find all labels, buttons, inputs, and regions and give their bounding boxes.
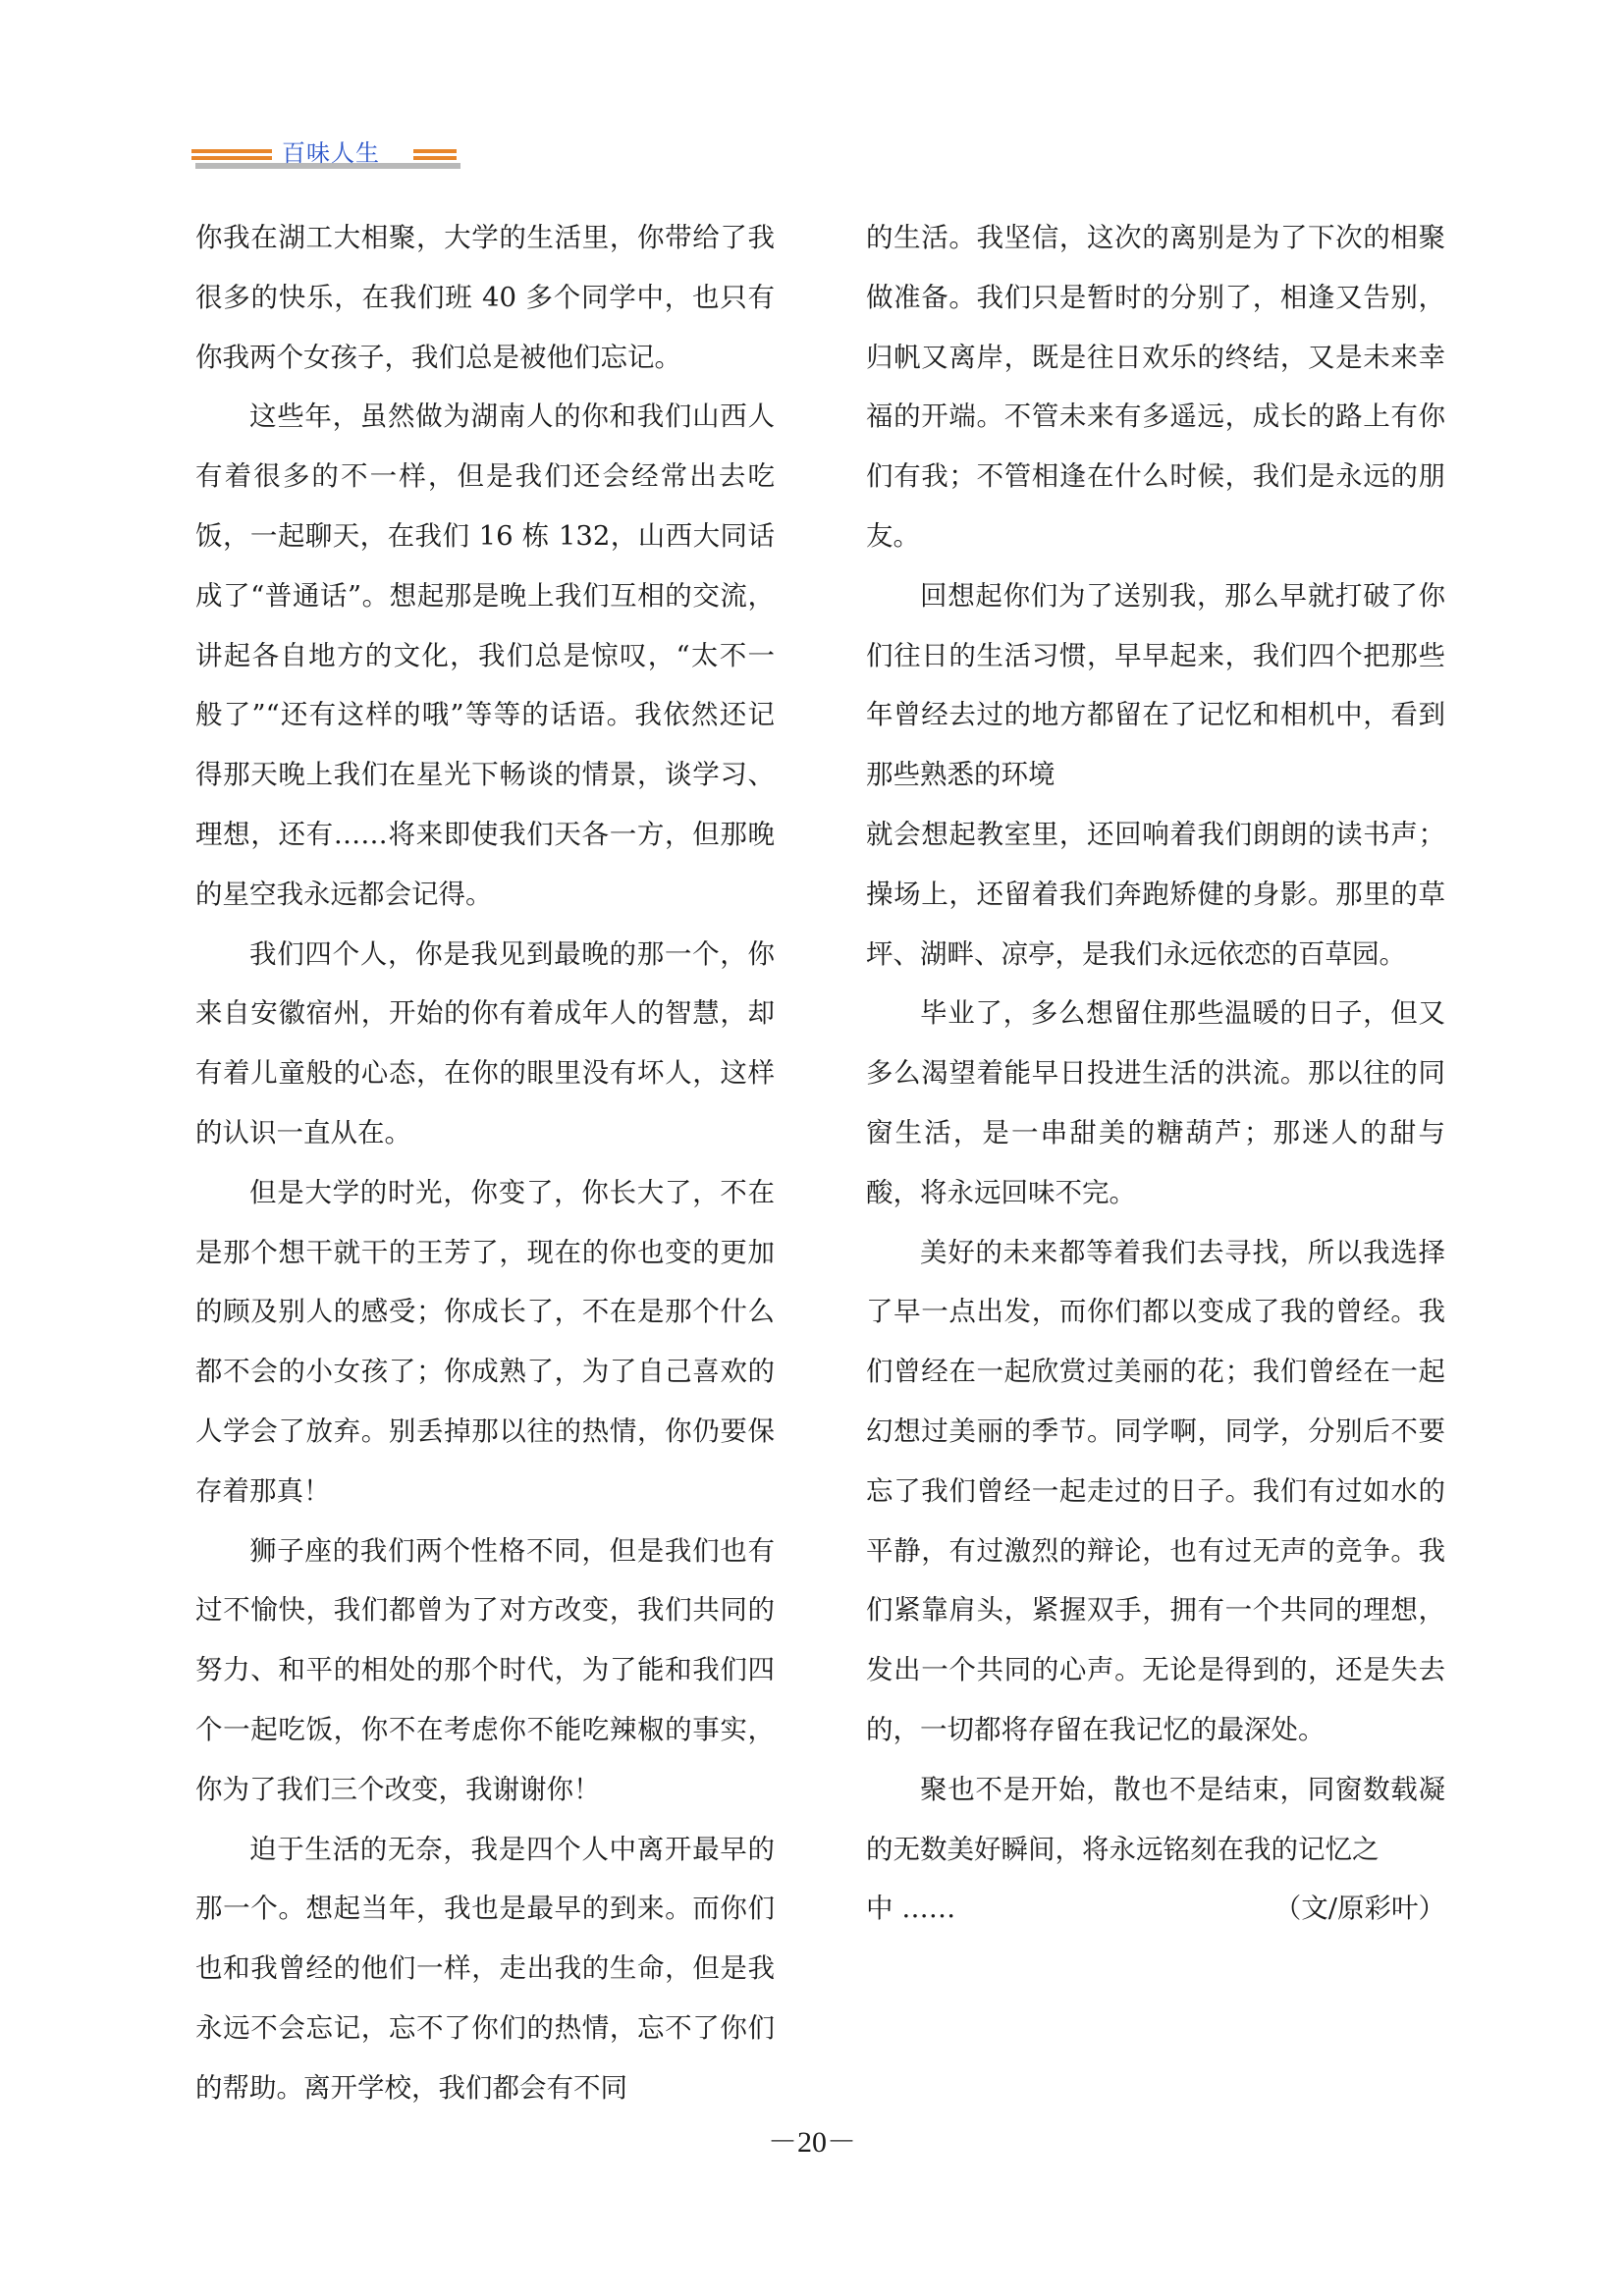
left-column — [195, 208, 775, 2118]
paragraph: 狮子座的我们两个性格不同，但是我们也有过不愉快，我们都曾为了对方改变，我们共同的努力、和平的相处的那个时代，为了能和我们四个一起吃饭，你不在考虑你不能吃辣椒的事实，你为了我们三个改变，我谢谢你！ — [195, 1534, 775, 1805]
closing-text: 中 …… — [866, 1893, 956, 1925]
paragraph: 但是大学的时光，你变了，你长大了，不在是那个想干就干的王芳了，现在的你也变的更加的顾及别人的感受；你成长了，不在是那个什么都不会的小女孩了；你成熟了，为了自己喜欢的人学会了放弃。别丢掉那以往的热情，你仍要保存着那真！ — [195, 1176, 775, 1507]
right-column — [866, 208, 1445, 1939]
author-signature: （文/原彩叶） — [1273, 1893, 1445, 1925]
paragraph: 这些年，虽然做为湖南人的你和我们山西人有着很多的不一样，但是我们还会经常出去吃饭，一起聊天，在我们 16 栋 132，山西大同话成了“普通话”。想起那是晚上我们互相的交流，讲起各自地方的文化，我们总是惊叹，“太不一般了”“还有这样的哦”等等的话语。我依然还记得那天晚上我们在星光下畅谈的情景，谈学习、理想，还有……将来即使我们天各一方，但那晚的星空我永远都会记得。 — [195, 400, 775, 910]
page-number: －20－ — [768, 2126, 856, 2159]
paragraph: 毕业了，多么想留住那些温暖的日子，但又多么渴望着能早日投进生活的洪流。那以往的同窗生活，是一串甜美的糖葫芦；那迷人的甜与酸，将永远回味不完。 — [866, 997, 1445, 1208]
closing-line — [866, 1879, 1445, 1939]
paragraph: 美好的未来都等着我们去寻找，所以我选择了早一点出发，而你们都以变成了我的曾经。我们曾经在一起欣赏过美丽的花；我们曾经在一起幻想过美丽的季节。同学啊，同学，分别后不要忘了我们曾经一起走过的日子。我们有过如水的平静，有过激烈的辩论，也有过无声的竞争。我们紧靠肩头，紧握双手，拥有一个共同的理想，发出一个共同的心声。无论是得到的，还是失去的，一切都将存留在我记忆的最深处。 — [866, 1236, 1445, 1745]
paragraph: 聚也不是开始，散也不是结束，同窗数载凝的无数美好瞬间，将永远铭刻在我的记忆之 — [866, 1773, 1445, 1865]
header-decoration-bar — [191, 156, 272, 160]
paragraph: 的生活。我坚信，这次的离别是为了下次的相聚做准备。我们只是暂时的分别了，相逢又告别，归帆又离岸，既是往日欢乐的终结，又是未来幸福的开端。不管未来有多遥远，成长的路上有你们有我；不管相逢在什么时候，我们是永远的朋友。 — [866, 222, 1445, 552]
paragraph: 我们四个人，你是我见到最晚的那一个，你来自安徽宿州，开始的你有着成年人的智慧，却有着儿童般的心态，在你的眼里没有坏人，这样的认识一直从在。 — [195, 937, 775, 1148]
header-decoration-bar — [413, 156, 457, 160]
paragraph: 你我在湖工大相聚，大学的生活里，你带给了我很多的快乐，在我们班 40 多个同学中，也只有你我两个女孩子，我们总是被他们忘记。 — [195, 222, 775, 373]
section-header — [191, 133, 462, 167]
paragraph: 回想起你们为了送别我，那么早就打破了你们往日的生活习惯，早早起来，我们四个把那些年曾经去过的地方都留在了记忆和相机中，看到那些熟悉的环境 — [866, 579, 1445, 791]
header-decoration-bar — [413, 149, 457, 153]
header-decoration-bar — [191, 149, 272, 153]
paragraph: 就会想起教室里，还回响着我们朗朗的读书声；操场上，还留着我们奔跑矫健的身影。那里的草坪、湖畔、凉亭，是我们永远依恋的百草园。 — [866, 818, 1445, 970]
section-title: 百味人生 — [282, 139, 380, 167]
paragraph: 迫于生活的无奈，我是四个人中离开最早的那一个。想起当年，我也是最早的到来。而你们也和我曾经的他们一样，走出我的生命，但是我永远不会忘记，忘不了你们的热情，忘不了你们的帮助。离开学校，我们都会有不同 — [195, 1833, 775, 2104]
